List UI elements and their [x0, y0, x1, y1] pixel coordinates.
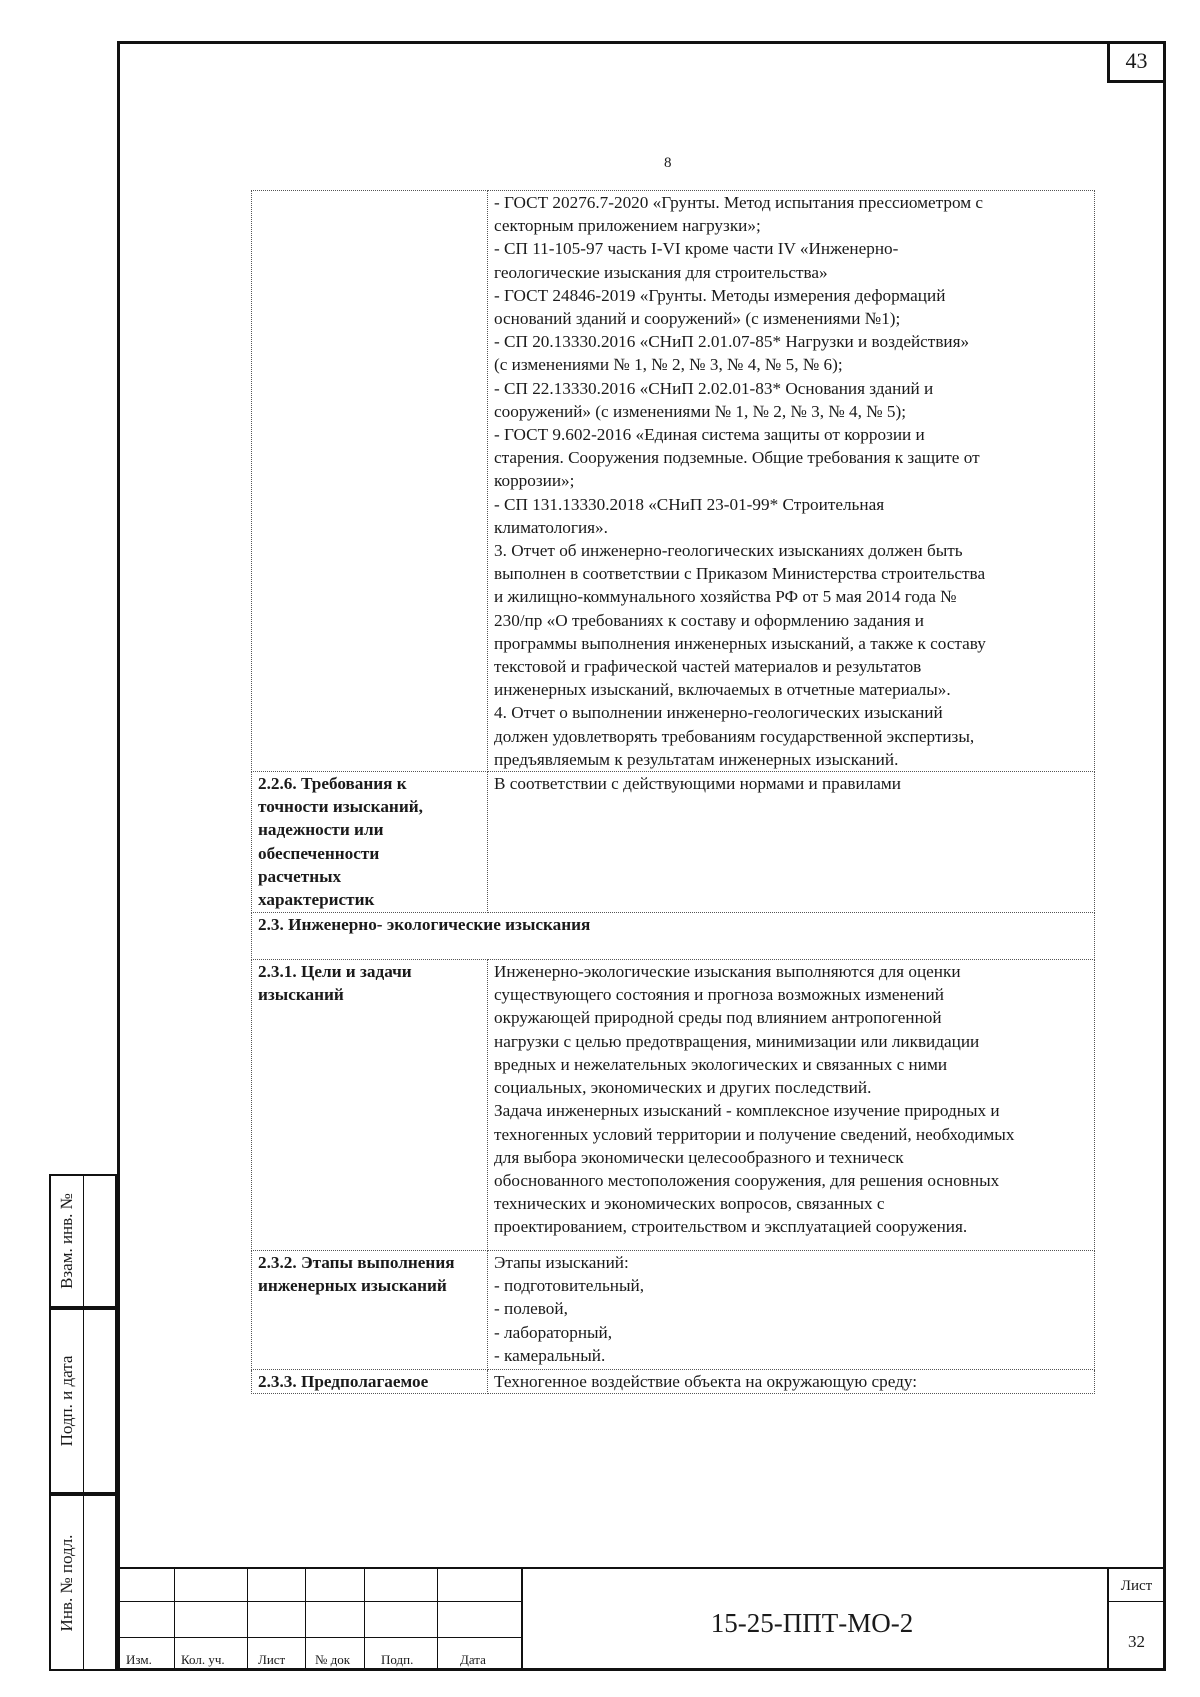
- side-label-podp: Подп. и дата: [57, 1355, 76, 1447]
- row-label-line: 2.3.1. Цели и задачи: [258, 962, 412, 982]
- row-content-line: предъявляемым к результатам инженерных изысканий.: [494, 749, 899, 769]
- row-label-cell: [252, 191, 488, 772]
- row-content-line: нагрузки с целью предотвращения, минимизации или ликвидации: [494, 1031, 980, 1051]
- header-list: Лист: [258, 1652, 286, 1667]
- table-row: [252, 1370, 1095, 1394]
- row-content-line: климатология».: [494, 517, 608, 537]
- row-content-line: (с изменениями № 1, № 2, № 3, № 4, № 5, № 6);: [494, 355, 843, 375]
- row-content-line: Этапы изысканий:: [494, 1253, 629, 1273]
- row-content-cell: [488, 960, 1095, 1251]
- document-code: 15-25-ППТ-МО-2: [710, 1608, 914, 1638]
- row-content-line: программы выполнения инженерных изысканий, а также к составу: [494, 633, 986, 653]
- side-stamp-inv: [49, 1494, 117, 1671]
- row-label-line: 2.3.2. Этапы выполнения: [258, 1253, 455, 1273]
- row-label-line: характеристик: [258, 890, 375, 910]
- header-kol-uch: Кол. уч.: [181, 1652, 225, 1667]
- table-row: [252, 960, 1095, 1251]
- header-izm: Изм.: [126, 1652, 152, 1667]
- row-content-line: - СП 20.13330.2016 «СНиП 2.01.07-85* Нагрузки и воздействия»: [494, 332, 970, 352]
- row-content-line: секторным приложением нагрузки»;: [494, 216, 761, 236]
- row-content-line: старения. Сооружения подземные. Общие требования к защите от: [494, 448, 980, 468]
- side-label-vzam: Взам. инв. №: [57, 1193, 76, 1289]
- row-content-line: геологические изыскания для строительства»: [494, 262, 828, 282]
- row-content-line: - ГОСТ 9.602-2016 «Единая система защиты от коррозии и: [494, 425, 925, 445]
- table-row: [252, 913, 1095, 960]
- row-label-line: обеспеченности: [258, 843, 380, 863]
- row-content-line: - СП 131.13330.2018 «СНиП 23-01-99* Строительная: [494, 494, 885, 514]
- row-content-line: - СП 11-105-97 часть I-VI кроме части IV «Инженерно-: [494, 239, 899, 259]
- row-content-line: текстовой и графической частей материалов и результатов: [494, 657, 922, 677]
- row-content-line: Инженерно-экологические изыскания выполняются для оценки: [494, 962, 961, 982]
- row-label-cell: [252, 1251, 488, 1370]
- row-content-line: существующего состояния и прогноза возможных изменений: [494, 985, 944, 1005]
- section-heading-cell: [252, 913, 1095, 960]
- row-content-line: - камеральный.: [494, 1345, 606, 1365]
- row-content-line: техногенных условий территории и получение сведений, необходимых: [494, 1124, 1015, 1144]
- row-content-cell: [488, 1370, 1095, 1394]
- row-content-line: - ГОСТ 24846-2019 «Грунты. Методы измерения деформаций: [494, 285, 946, 305]
- row-label-cell: [252, 1370, 488, 1394]
- table-row: [252, 191, 1095, 772]
- row-label-line: 2.3.3. Предполагаемое: [258, 1372, 429, 1392]
- row-content-line: Техногенное воздействие объекта на окружающую среду:: [494, 1372, 918, 1392]
- header-podp: Подп.: [381, 1652, 414, 1667]
- row-label-line: расчетных: [258, 866, 342, 886]
- row-content-line: сооружений» (с изменениями № 1, № 2, № 3, № 4, № 5);: [494, 401, 907, 421]
- row-content-cell: [488, 1251, 1095, 1370]
- page-number: 8: [664, 155, 672, 171]
- row-content-line: коррозии»;: [494, 471, 575, 491]
- row-content-line: - лабораторный,: [494, 1322, 613, 1342]
- row-content-line: - ГОСТ 20276.7-2020 «Грунты. Метод испытания прессиометром с: [494, 193, 984, 212]
- row-content-line: - полевой,: [494, 1299, 568, 1319]
- row-content-line: социальных, экономических и других последствий.: [494, 1078, 872, 1098]
- row-content-line: обоснованного местоположения сооружения, для решения основных: [494, 1170, 1000, 1190]
- row-content-line: окружающей природной среды под влиянием антропогенной: [494, 1008, 942, 1028]
- row-content-line: для выбора экономически целесообразного и техническ: [494, 1147, 904, 1167]
- row-content-line: выполнен в соответствии с Приказом Министерства строительства: [494, 564, 986, 584]
- side-stamp-vzam: [49, 1174, 117, 1308]
- requirements-table: [251, 190, 1095, 1394]
- row-label-cell: [252, 772, 488, 913]
- side-stamp-podp: [49, 1308, 117, 1494]
- row-label-cell: [252, 960, 488, 1251]
- row-label-line: изысканий: [258, 985, 344, 1005]
- row-label-line: инженерных изысканий: [258, 1276, 447, 1296]
- header-data: Дата: [460, 1652, 486, 1667]
- row-content-line: 3. Отчет об инженерно-геологических изысканиях должен быть: [494, 541, 963, 561]
- row-label-line: надежности или: [258, 820, 384, 840]
- row-content-line: - СП 22.13330.2016 «СНиП 2.02.01-83* Основания зданий и: [494, 378, 934, 398]
- row-content-line: 230/пр «О требованиях к составу и оформлению задания и: [494, 610, 924, 630]
- side-label-inv: Инв. № подл.: [57, 1534, 76, 1631]
- sheet-number: 32: [1128, 1632, 1145, 1651]
- table-row: [252, 1251, 1095, 1370]
- row-content-line: вредных и нежелательных экологических и связанных с ними: [494, 1054, 948, 1074]
- row-content-line: - подготовительный,: [494, 1276, 645, 1296]
- section-heading: 2.3. Инженерно- экологические изыскания: [258, 915, 591, 935]
- row-content-cell: [488, 191, 1095, 772]
- row-content-line: инженерных изысканий, включаемых в отчетные материалы».: [494, 680, 951, 700]
- sheet-corner-number: 43: [1107, 41, 1166, 83]
- header-doc: № док: [315, 1652, 351, 1667]
- row-content-line: В соответствии с действующими нормами и правилами: [494, 774, 901, 794]
- row-content-line: проектированием, строительством и эксплуатацией сооружения.: [494, 1217, 968, 1237]
- row-content-line: Задача инженерных изысканий - комплексное изучение природных и: [494, 1101, 1000, 1121]
- row-label-line: 2.2.6. Требования к: [258, 774, 407, 794]
- row-content-cell: [488, 772, 1095, 913]
- sheet-label: Лист: [1120, 1578, 1153, 1594]
- row-content-line: должен удовлетворять требованиям государственной экспертизы,: [494, 726, 975, 746]
- row-content-line: и жилищно-коммунального хозяйства РФ от 5 мая 2014 года №: [494, 587, 957, 607]
- table-row: [252, 772, 1095, 913]
- row-content-line: технических и экономических вопросов, связанных с: [494, 1194, 885, 1214]
- row-content-line: 4. Отчет о выполнении инженерно-геологических изысканий: [494, 703, 943, 723]
- row-content-line: оснований зданий и сооружений» (с изменениями №1);: [494, 309, 901, 329]
- row-label-line: точности изысканий,: [258, 797, 423, 817]
